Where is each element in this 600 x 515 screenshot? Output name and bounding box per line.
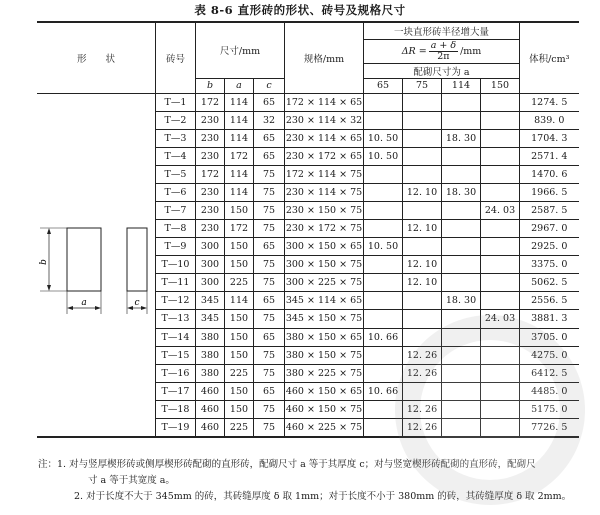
header-radius-increase: 一块直形砖半径增大量	[364, 22, 520, 39]
cell-m114: 18. 30	[442, 183, 481, 201]
cell-m150	[481, 147, 520, 165]
cell-m150	[481, 129, 520, 147]
cell-b: 300	[196, 256, 225, 274]
formula-numerator: a + δ	[430, 39, 457, 51]
cell-volume: 2587. 5	[520, 201, 579, 219]
cell-m114	[442, 238, 481, 256]
cell-spec: 380 × 225 × 75	[285, 364, 364, 382]
delta-r-formula	[402, 41, 482, 62]
cell-a: 225	[225, 418, 254, 436]
formula-denominator: 2π	[437, 50, 450, 62]
cell-a: 114	[225, 165, 254, 183]
cell-volume: 5062. 5	[520, 274, 579, 292]
cell-m114	[442, 201, 481, 219]
cell-m150	[481, 382, 520, 400]
cell-m150	[481, 418, 520, 436]
table-notes	[38, 457, 595, 505]
cell-m114	[442, 147, 481, 165]
cell-code: T—19	[156, 418, 196, 436]
cell-c: 75	[254, 274, 285, 292]
cell-m75	[403, 238, 442, 256]
cell-m75: 12. 26	[403, 400, 442, 418]
cell-m150	[481, 183, 520, 201]
label-a: a	[81, 297, 87, 308]
cell-code: T—16	[156, 364, 196, 382]
cell-m150	[481, 364, 520, 382]
cell-m150	[481, 220, 520, 238]
cell-m65: 10. 66	[364, 328, 403, 346]
header-shape: 形 状	[37, 22, 156, 93]
cell-m65	[364, 364, 403, 382]
cell-c: 65	[254, 382, 285, 400]
header-match-114: 114	[442, 78, 481, 93]
cell-m65	[364, 292, 403, 310]
brick-face-cb-icon	[127, 228, 147, 291]
cell-a: 114	[225, 111, 254, 129]
cell-volume: 4485. 0	[520, 382, 579, 400]
cell-c: 75	[254, 183, 285, 201]
cell-m75: 12. 10	[403, 256, 442, 274]
cell-m150	[481, 346, 520, 364]
cell-spec: 380 × 150 × 65	[285, 328, 364, 346]
cell-m65	[364, 400, 403, 418]
cell-a: 150	[225, 201, 254, 219]
cell-m150	[481, 111, 520, 129]
cell-spec: 172 × 114 × 75	[285, 165, 364, 183]
cell-b: 380	[196, 328, 225, 346]
cell-m65	[364, 418, 403, 436]
cell-c: 65	[254, 238, 285, 256]
cell-code: T—15	[156, 346, 196, 364]
cell-code: T—6	[156, 183, 196, 201]
cell-volume: 2571. 4	[520, 147, 579, 165]
cell-m75	[403, 328, 442, 346]
cell-b: 230	[196, 183, 225, 201]
cell-b: 460	[196, 400, 225, 418]
cell-m75	[403, 382, 442, 400]
cell-m150	[481, 165, 520, 183]
cell-m150	[481, 400, 520, 418]
cell-spec: 460 × 150 × 75	[285, 400, 364, 418]
cell-code: T—17	[156, 382, 196, 400]
brick-face-ab-icon	[67, 228, 101, 291]
header-dimensions: 尺寸/mm	[196, 22, 285, 78]
cell-m114	[442, 111, 481, 129]
cell-m75	[403, 111, 442, 129]
cell-m75: 12. 10	[403, 183, 442, 201]
cell-code: T—9	[156, 238, 196, 256]
cell-b: 300	[196, 238, 225, 256]
cell-m75: 12. 10	[403, 274, 442, 292]
cell-m65: 10. 50	[364, 238, 403, 256]
cell-m65	[364, 165, 403, 183]
cell-volume: 1704. 3	[520, 129, 579, 147]
cell-m150	[481, 238, 520, 256]
cell-spec: 230 × 114 × 32	[285, 111, 364, 129]
cell-code: T—12	[156, 292, 196, 310]
header-match-75: 75	[403, 78, 442, 93]
cell-a: 150	[225, 346, 254, 364]
shape-diagram-cell	[37, 93, 156, 437]
cell-m65	[364, 183, 403, 201]
cell-a: 225	[225, 364, 254, 382]
cell-m114	[442, 400, 481, 418]
cell-b: 172	[196, 165, 225, 183]
cell-m75	[403, 310, 442, 328]
cell-code: T—14	[156, 328, 196, 346]
cell-a: 150	[225, 328, 254, 346]
header-volume: 体积/cm³	[520, 22, 579, 93]
cell-m114	[442, 310, 481, 328]
cell-spec: 230 × 150 × 75	[285, 201, 364, 219]
cell-m65	[364, 93, 403, 111]
cell-b: 380	[196, 364, 225, 382]
cell-a: 114	[225, 292, 254, 310]
cell-c: 75	[254, 256, 285, 274]
cell-m65	[364, 111, 403, 129]
cell-volume: 6412. 5	[520, 364, 579, 382]
cell-b: 172	[196, 93, 225, 111]
header-spec: 规格/mm	[285, 22, 364, 93]
cell-code: T—8	[156, 220, 196, 238]
header-dim-b: b	[196, 78, 225, 93]
cell-spec: 345 × 114 × 65	[285, 292, 364, 310]
cell-c: 75	[254, 418, 285, 436]
brick-shape-diagram	[37, 94, 155, 436]
note-1-continued: 寸 a 等于其宽度 a。	[88, 475, 175, 486]
cell-spec: 460 × 225 × 75	[285, 418, 364, 436]
cell-m75: 12. 10	[403, 220, 442, 238]
cell-a: 150	[225, 238, 254, 256]
cell-c: 75	[254, 220, 285, 238]
cell-code: T—18	[156, 400, 196, 418]
cell-b: 230	[196, 147, 225, 165]
cell-code: T—2	[156, 111, 196, 129]
cell-volume: 2925. 0	[520, 238, 579, 256]
cell-m75: 12. 26	[403, 418, 442, 436]
cell-a: 150	[225, 310, 254, 328]
cell-spec: 300 × 150 × 75	[285, 256, 364, 274]
cell-b: 300	[196, 274, 225, 292]
formula-unit: /mm	[460, 45, 482, 57]
cell-code: T—11	[156, 274, 196, 292]
cell-m114: 18. 30	[442, 292, 481, 310]
cell-m75: 12. 26	[403, 346, 442, 364]
cell-volume: 2556. 5	[520, 292, 579, 310]
cell-m150	[481, 256, 520, 274]
cell-m114	[442, 274, 481, 292]
cell-m150: 24. 03	[481, 310, 520, 328]
cell-volume: 3375. 0	[520, 256, 579, 274]
cell-c: 75	[254, 165, 285, 183]
cell-m65: 10. 50	[364, 129, 403, 147]
cell-a: 150	[225, 382, 254, 400]
cell-spec: 300 × 225 × 75	[285, 274, 364, 292]
cell-b: 230	[196, 201, 225, 219]
cell-code: T—1	[156, 93, 196, 111]
cell-spec: 230 × 172 × 75	[285, 220, 364, 238]
cell-code: T—10	[156, 256, 196, 274]
header-matching-size: 配砌尺寸为 a	[364, 63, 520, 78]
cell-m65	[364, 201, 403, 219]
cell-b: 230	[196, 111, 225, 129]
cell-c: 75	[254, 364, 285, 382]
cell-m114	[442, 165, 481, 183]
cell-m75	[403, 201, 442, 219]
cell-c: 65	[254, 328, 285, 346]
table-title: 表 8-6 直形砖的形状、砖号及规格尺寸	[194, 3, 406, 17]
cell-m150	[481, 274, 520, 292]
cell-volume: 5175. 0	[520, 400, 579, 418]
cell-m114	[442, 346, 481, 364]
cell-m75	[403, 147, 442, 165]
cell-a: 114	[225, 93, 254, 111]
cell-a: 114	[225, 129, 254, 147]
cell-c: 65	[254, 147, 285, 165]
cell-code: T—4	[156, 147, 196, 165]
cell-volume: 1966. 5	[520, 183, 579, 201]
cell-m75	[403, 292, 442, 310]
cell-b: 345	[196, 310, 225, 328]
cell-code: T—7	[156, 201, 196, 219]
cell-code: T—5	[156, 165, 196, 183]
cell-spec: 380 × 150 × 75	[285, 346, 364, 364]
cell-code: T—3	[156, 129, 196, 147]
cell-b: 345	[196, 292, 225, 310]
cell-c: 32	[254, 111, 285, 129]
cell-volume: 1274. 5	[520, 93, 579, 111]
cell-volume: 3881. 3	[520, 310, 579, 328]
cell-code: T—13	[156, 310, 196, 328]
cell-volume: 1470. 6	[520, 165, 579, 183]
cell-m114	[442, 328, 481, 346]
header-brick-code: 砖号	[156, 22, 196, 93]
cell-c: 75	[254, 346, 285, 364]
cell-b: 460	[196, 418, 225, 436]
cell-c: 65	[254, 93, 285, 111]
cell-m114: 18. 30	[442, 129, 481, 147]
cell-m65: 10. 66	[364, 382, 403, 400]
cell-m65	[364, 310, 403, 328]
cell-b: 230	[196, 220, 225, 238]
cell-b: 460	[196, 382, 225, 400]
cell-spec: 345 × 150 × 75	[285, 310, 364, 328]
cell-m65	[364, 274, 403, 292]
table-row	[37, 93, 579, 111]
cell-m75: 12. 26	[403, 364, 442, 382]
cell-volume: 2967. 0	[520, 220, 579, 238]
cell-a: 150	[225, 400, 254, 418]
cell-m114	[442, 418, 481, 436]
cell-c: 65	[254, 292, 285, 310]
header-dim-a: a	[225, 78, 254, 93]
header-formula	[364, 39, 520, 63]
cell-a: 114	[225, 183, 254, 201]
cell-m114	[442, 256, 481, 274]
cell-m65: 10. 50	[364, 147, 403, 165]
cell-m150	[481, 93, 520, 111]
cell-spec: 460 × 150 × 65	[285, 382, 364, 400]
cell-volume: 4275. 0	[520, 346, 579, 364]
cell-m114	[442, 93, 481, 111]
table-body	[37, 93, 579, 437]
cell-m65	[364, 256, 403, 274]
cell-b: 380	[196, 346, 225, 364]
cell-spec: 230 × 114 × 65	[285, 129, 364, 147]
cell-c: 65	[254, 129, 285, 147]
cell-c: 75	[254, 400, 285, 418]
cell-m114	[442, 382, 481, 400]
cell-a: 172	[225, 220, 254, 238]
cell-m75	[403, 165, 442, 183]
cell-volume: 839. 0	[520, 111, 579, 129]
cell-m114	[442, 364, 481, 382]
formula-lhs: ΔR =	[401, 45, 427, 57]
cell-a: 172	[225, 147, 254, 165]
cell-m114	[442, 220, 481, 238]
cell-a: 225	[225, 274, 254, 292]
cell-spec: 172 × 114 × 65	[285, 93, 364, 111]
cell-m65	[364, 346, 403, 364]
brick-spec-table	[37, 21, 579, 438]
note-2: 2. 对于长度不大于 345mm 的砖，其砖缝厚度 δ 取 1mm；对于长度不小于 380mm 的砖，其砖缝厚度 δ 取 2mm。	[74, 491, 572, 502]
cell-c: 75	[254, 310, 285, 328]
cell-a: 150	[225, 256, 254, 274]
header-match-65: 65	[364, 78, 403, 93]
header-match-150: 150	[481, 78, 520, 93]
cell-m150: 24. 03	[481, 201, 520, 219]
cell-m75	[403, 93, 442, 111]
cell-spec: 300 × 150 × 65	[285, 238, 364, 256]
cell-c: 75	[254, 201, 285, 219]
cell-b: 230	[196, 129, 225, 147]
cell-volume: 7726. 5	[520, 418, 579, 436]
cell-volume: 3705. 0	[520, 328, 579, 346]
table-header	[37, 22, 579, 93]
cell-spec: 230 × 172 × 65	[285, 147, 364, 165]
note-1-line-1: 1. 对与竖厚楔形砖或侧厚楔形砖配砌的直形砖，配砌尺寸 a 等于其厚度 c；对与竖宽楔形砖配砌的直形砖，配砌尺	[57, 459, 536, 470]
header-dim-c: c	[254, 78, 285, 93]
cell-m150	[481, 292, 520, 310]
label-b: b	[39, 258, 49, 265]
formula-fraction	[429, 41, 458, 62]
cell-spec: 230 × 114 × 75	[285, 183, 364, 201]
cell-m75	[403, 129, 442, 147]
notes-prefix: 注：	[38, 459, 58, 470]
note-1	[38, 457, 595, 473]
cell-m150	[481, 328, 520, 346]
label-c: c	[134, 297, 140, 308]
cell-m65	[364, 220, 403, 238]
